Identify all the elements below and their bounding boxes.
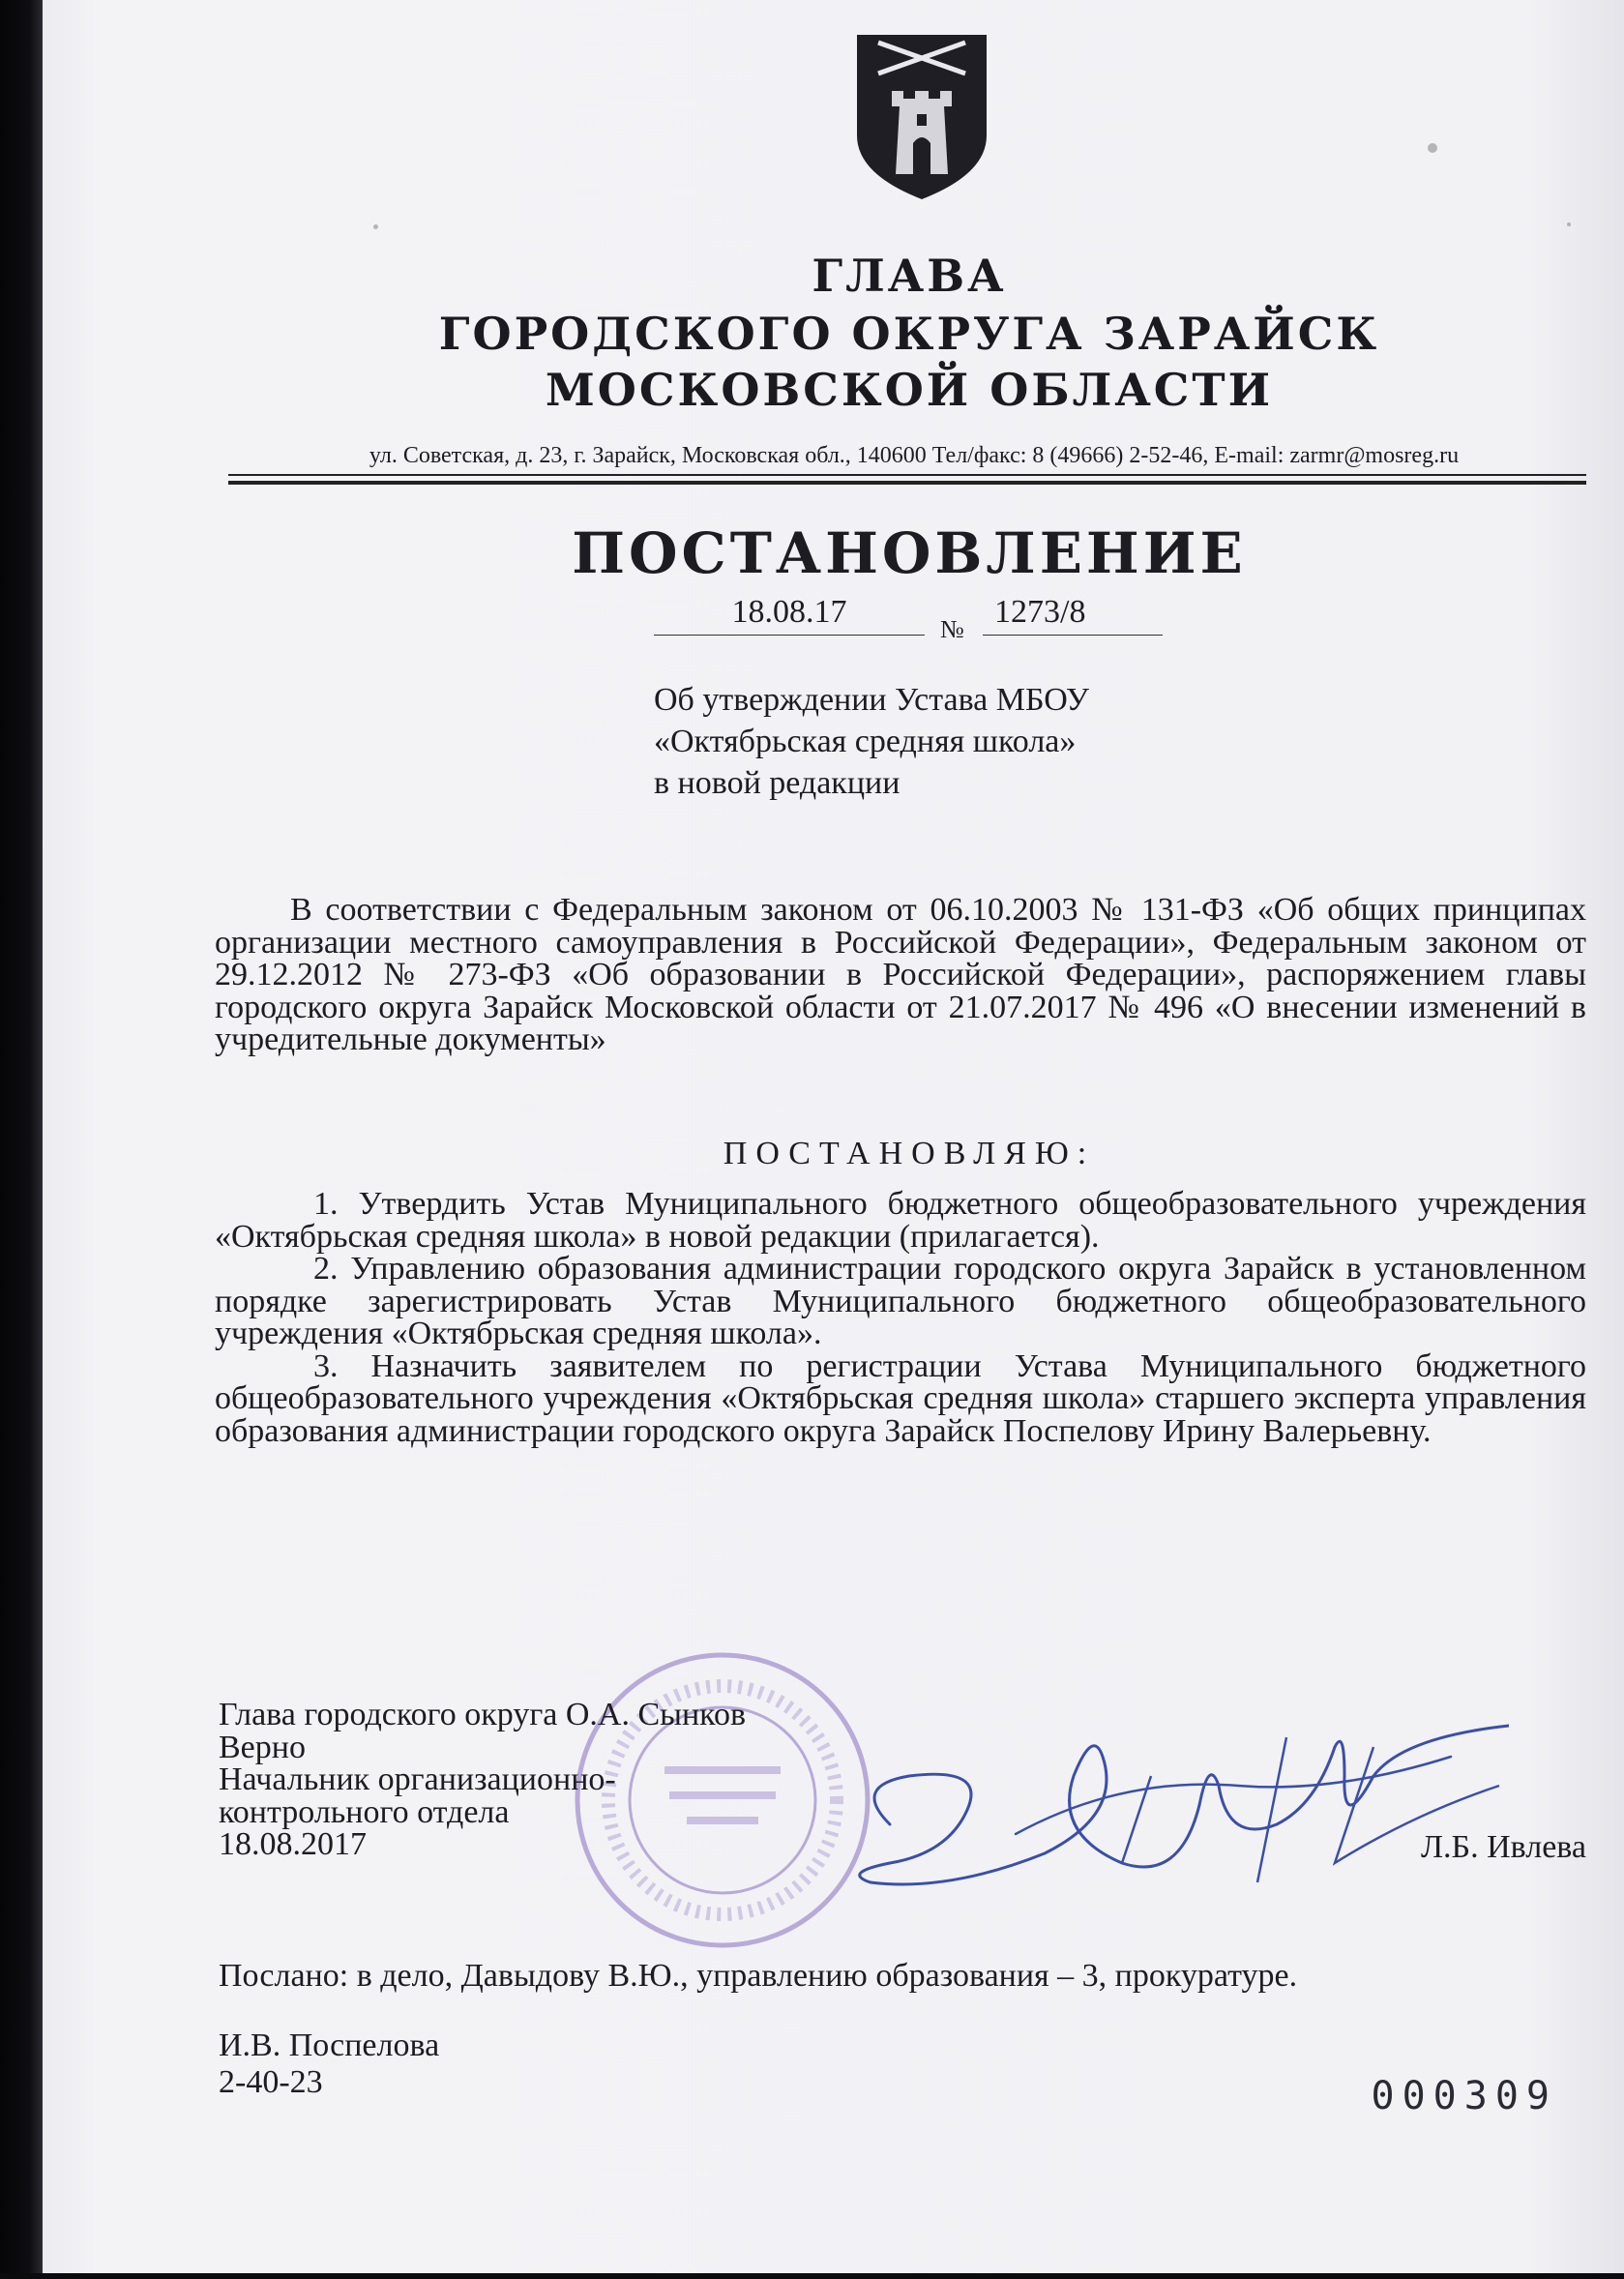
scan-speck	[373, 224, 378, 229]
scan-bottom-edge	[0, 2273, 1624, 2279]
decree-item: 1. Утвердить Устав Муниципального бюджетного общеобразовательного учреждения «Октябрьская средняя школа» в новой редакции (прилагается).	[215, 1186, 1586, 1255]
executor-block	[219, 2027, 799, 2101]
document-subject	[654, 679, 1331, 804]
certifier-position-line-1: Начальник организационно-	[219, 1761, 616, 1797]
signature-block	[219, 1699, 896, 1861]
serial-number: 000309	[1371, 2074, 1557, 2118]
executor-phone: 2-40-23	[219, 2064, 323, 2100]
subject-line-3: в новой редакции	[654, 765, 901, 801]
header-divider-thick	[228, 481, 1586, 485]
header-title-line-3: МОСКОВСКОЙ ОБЛАСТИ	[545, 364, 1274, 416]
subject-line-2: «Октябрьская средняя школа»	[654, 724, 1077, 759]
handwritten-signature	[832, 1718, 1509, 1902]
document-type: ПОСТАНОВЛЕНИЕ	[572, 520, 1247, 586]
decree-item: 3. Назначить заявителем по регистрации Устава Муниципального бюджетного общеобразовательного учреждения «Октябрьская средняя школа» старшего эксперта управления образования администрации городского округа Зарайск Поспелову Ирину Валерьевну.	[215, 1347, 1586, 1449]
document-number: 1273/8	[983, 594, 1163, 636]
subject-line-1: Об утверждении Устава МБОУ	[654, 682, 1090, 718]
scan-shadow-edge	[0, 0, 43, 2279]
preamble	[215, 894, 1586, 1056]
preamble-paragraph: В соответствии с Федеральным законом от 06.10.2003 № 131-ФЗ «Об общих принципах организации местного самоуправления в Российской Федерации», Федеральным законом от 29.12.2012 № 273-ФЗ «Об образовании в Российской Федерации», распоряжением главы городского округа Зарайск Московской области от 21.07.2017 № 496 «О внесении изменений в учредительные документы»	[215, 892, 1586, 1057]
certification-date: 18.08.2017	[219, 1826, 367, 1862]
certified-label: Верно	[219, 1729, 306, 1765]
decree-item: 2. Управлению образования администрации городского округа Зарайск в установленном порядке зарегистрировать Устав Муниципального бюджетного общеобразовательного учреждения «Октябрьская средняя школа».	[215, 1251, 1586, 1351]
head-signature-line: Глава городского округа О.А. Сынков	[219, 1697, 747, 1732]
certifier-position-line-2: контрольного отдела	[219, 1793, 510, 1830]
zaraysk-coat-of-arms-icon	[849, 29, 994, 203]
header-divider-thin	[228, 474, 1586, 476]
document-date: 18.08.17	[654, 594, 925, 636]
distribution-list: Послано: в дело, Давыдову В.Ю., управлению образования – 3, прокуратуре.	[219, 1958, 1298, 1994]
scan-speck	[1428, 143, 1437, 153]
scan-speck	[1567, 222, 1571, 226]
header-title-line-2: ГОРОДСКОГО ОКРУГА ЗАРАЙСК	[438, 308, 1380, 360]
header-address: ул. Советская, д. 23, г. Зарайск, Московская обл., 140600 Тел/факс: 8 (49666) 2-52-46, E-mail: zarmr@mosreg.ru	[369, 443, 1460, 468]
decree-heading: ПОСТАНОВЛЯЮ:	[723, 1136, 1096, 1171]
signer-name: Л.Б. Ивлева	[1421, 1829, 1586, 1865]
executor-name: И.В. Поспелова	[219, 2027, 440, 2063]
decree-items	[215, 1188, 1586, 1447]
header-title-line-1: ГЛАВА	[812, 250, 1007, 302]
number-sign: №	[940, 615, 964, 643]
